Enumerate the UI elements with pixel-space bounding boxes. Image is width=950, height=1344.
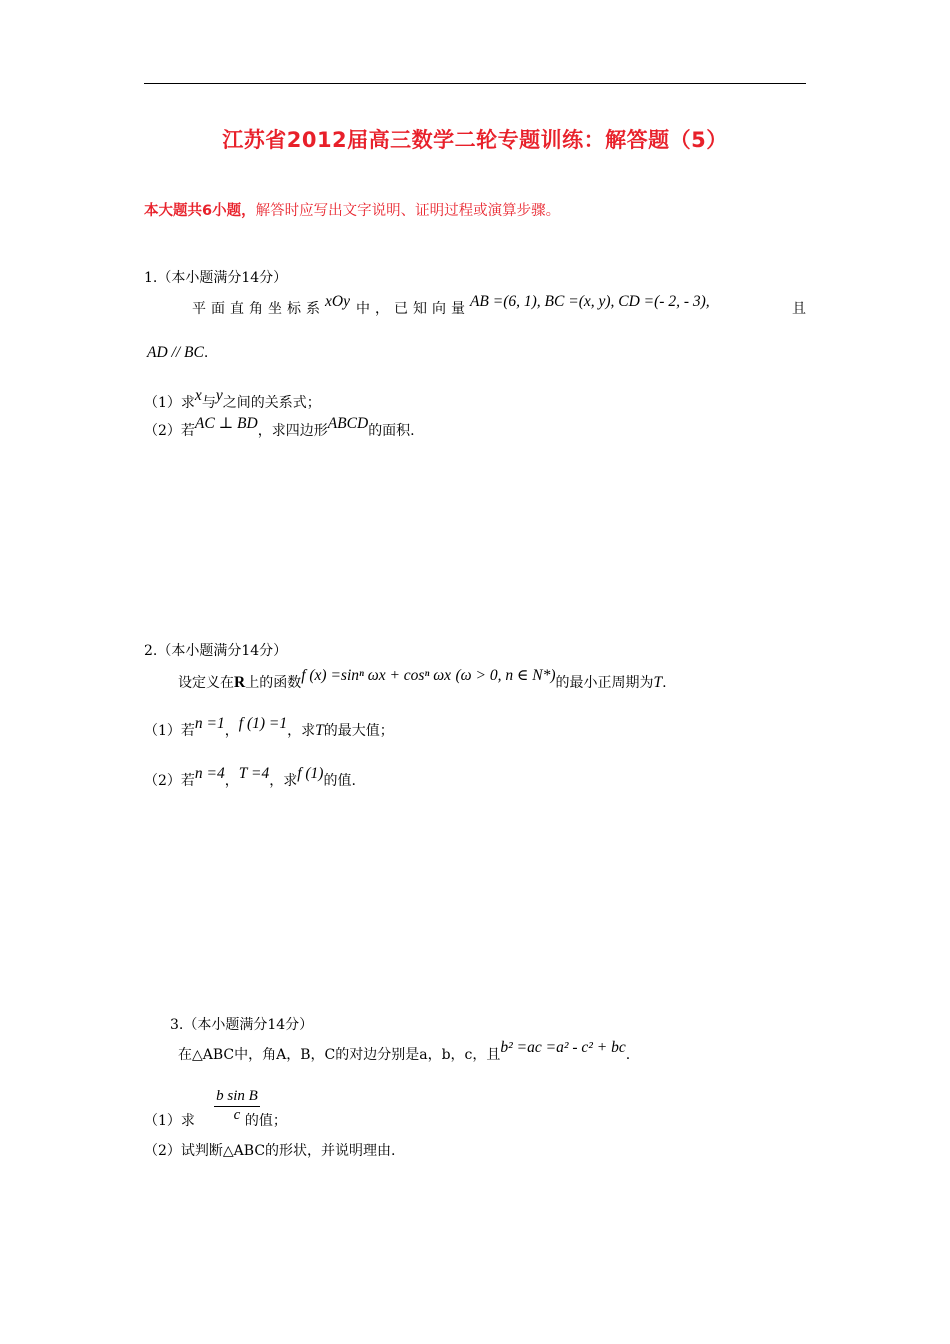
q2-header: 2.（本小题满分14分） <box>144 643 288 659</box>
page-title: 江苏省2012届高三数学二轮专题训练：解答题（5） <box>222 128 728 152</box>
q2-part1-c: ，求 <box>287 723 316 739</box>
q1-parallel-line <box>147 344 208 362</box>
instructions <box>144 199 560 220</box>
q1-var-y: y <box>215 387 223 404</box>
q1-stem <box>192 293 806 318</box>
q2-part2-a: （2）若 <box>144 773 195 789</box>
q2-dot: . <box>662 675 667 691</box>
q2-n1: n =1 <box>194 715 225 732</box>
q2-part1-d: 的最大值； <box>323 723 394 739</box>
q1-stem-a: 平面直角坐标系 <box>192 301 325 317</box>
q2-part1-a: （1）若 <box>144 723 195 739</box>
q3-part1-a: （1）求 <box>144 1113 195 1129</box>
q2-part2-b: ， <box>224 773 239 789</box>
q1-part2 <box>144 415 415 440</box>
q2-f1-value: f (1) <box>297 765 324 782</box>
q1-period: . <box>203 345 209 361</box>
q2-T: T <box>653 674 663 691</box>
q1-part2-c: 的面积. <box>368 423 415 439</box>
q2-T4: T =4 <box>238 765 270 782</box>
q2-f1: f (1) =1 <box>238 715 288 732</box>
q1-part1-c: 之间的关系式； <box>222 395 321 411</box>
q1-perp: AC ⊥ BD <box>194 415 258 432</box>
q1-abcd: ABCD <box>327 415 369 432</box>
q2-part2 <box>144 765 356 790</box>
q2-n4: n =4 <box>194 765 225 782</box>
q2-stem-c: 的最小正周期为 <box>555 675 654 691</box>
instructions-rest: 解答时应写出文字说明、证明过程或演算步骤。 <box>255 203 561 219</box>
q1-header: 1.（本小题满分14分） <box>144 270 288 286</box>
q3-stem <box>178 1039 631 1064</box>
q1-part1 <box>144 387 321 412</box>
q1-part1-a: （1）求 <box>144 395 195 411</box>
q1-vectors: AB =(6, 1), BC =(x, y), CD =(- 2, - 3), <box>469 293 710 310</box>
instructions-bold: 本大题共6小题， <box>144 203 256 219</box>
q2-part2-c: ，求 <box>269 773 298 789</box>
q1-and: 且 <box>792 301 806 317</box>
q3-dot: . <box>625 1047 631 1063</box>
q1-parallel: AD // BC <box>147 344 204 361</box>
q2-stem-a: 设定义在 <box>178 675 234 691</box>
q3-eq: b² =ac =a² - c² + bc <box>500 1039 626 1056</box>
q2-cond: (ω > 0, n ∈ N*) <box>455 667 556 684</box>
q3-part1 <box>144 1110 287 1130</box>
q1-var-x: x <box>194 387 202 404</box>
q2-T1: T <box>315 722 324 739</box>
q2-stem-b: 上的函数 <box>245 675 302 691</box>
q1-part2-b: ，求四边形 <box>257 423 328 439</box>
q2-R: R <box>234 674 246 691</box>
q2-part2-d: 的值. <box>323 773 356 789</box>
q2-func: f (x) =sinⁿ ωx + cosⁿ ωx <box>301 667 452 684</box>
header-rule <box>144 83 806 84</box>
q1-part1-b: 与 <box>201 395 216 411</box>
q1-stem-b: 中，已知向量 <box>355 301 470 317</box>
q2-stem <box>178 667 667 692</box>
q3-frac-num: b sin B <box>214 1088 260 1107</box>
q2-part1-b: ， <box>224 723 239 739</box>
q1-part2-a: （2）若 <box>144 423 195 439</box>
q3-part2: （2）试判断△ABC的形状，并说明理由. <box>144 1143 396 1159</box>
q2-part1 <box>144 715 394 740</box>
q3-stem-a: 在△ABC中，角A，B，C的对边分别是a，b，c，且 <box>178 1047 501 1063</box>
q3-frac-den: c <box>233 1107 241 1123</box>
q3-part1-b: 的值； <box>244 1113 287 1129</box>
q1-xoy: xOy <box>325 293 350 310</box>
q3-header: 3.（本小题满分14分） <box>170 1017 314 1033</box>
